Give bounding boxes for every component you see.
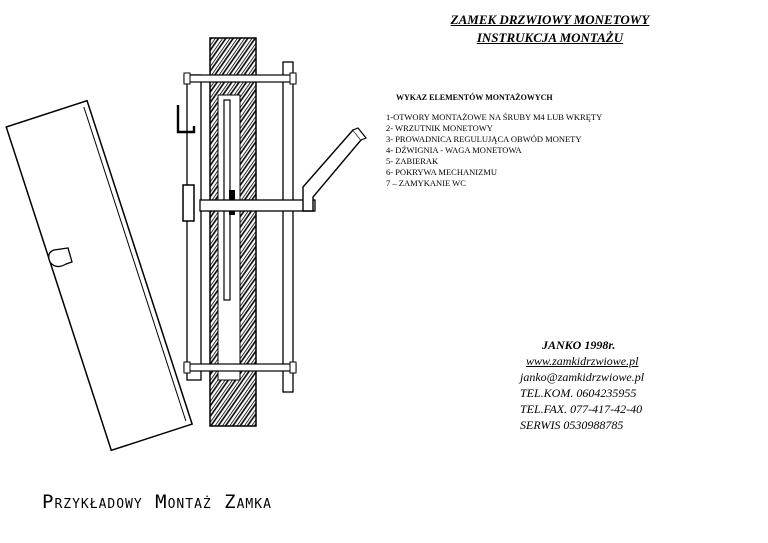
parts-list-item: 2- WRZUTNIK MONETOWY — [386, 123, 493, 133]
open-door-leaf — [6, 101, 192, 451]
parts-list-item: 1-OTWORY MONTAŻOWE NA ŚRUBY M4 LUB WKRĘTY — [386, 112, 603, 122]
handle-spindle — [200, 200, 315, 211]
document-subtitle: INSTRUKCJA MONTAŻU — [476, 30, 624, 45]
contact-title: JANKO 1998r. — [542, 338, 616, 352]
mobile-phone: TEL.KOM. 0604235955 — [520, 386, 637, 400]
right-plate — [283, 62, 293, 392]
service-number: SERWIS 0530988785 — [520, 418, 624, 432]
email-address: janko@zamkidrzwiowe.pl — [520, 370, 645, 384]
top-through-bolt — [184, 73, 296, 84]
parts-list-item: 6- POKRYWA MECHANIZMU — [386, 167, 497, 177]
website-link[interactable]: www.zamkidrzwiowe.pl — [526, 354, 639, 368]
door-knob — [49, 248, 72, 267]
left-plate — [187, 75, 201, 380]
fax-number: TEL.FAX. 077-417-42-40 — [520, 402, 643, 416]
bottom-through-bolt — [184, 362, 296, 373]
drawing-caption: Przykładowy Montaż Zamka — [42, 491, 272, 513]
document-title: ZAMEK DRZWIOWY MONETOWY — [450, 12, 650, 27]
parts-list-item: 3- PROWADNICA REGULUJĄCA OBWÓD MONETY — [386, 134, 582, 144]
striker-box — [183, 185, 194, 221]
parts-list-heading: WYKAZ ELEMENTÓW MONTAŻOWYCH — [396, 93, 553, 102]
parts-list-item: 5- ZABIERAK — [386, 156, 439, 166]
parts-list-item: 7 – ZAMYKANIE WC — [386, 178, 466, 188]
outer-handle — [303, 130, 361, 211]
contact-block — [520, 337, 644, 433]
parts-list-item: 4- DŹWIGNIA - WAGA MONETOWA — [386, 145, 522, 155]
parts-list — [386, 112, 602, 189]
